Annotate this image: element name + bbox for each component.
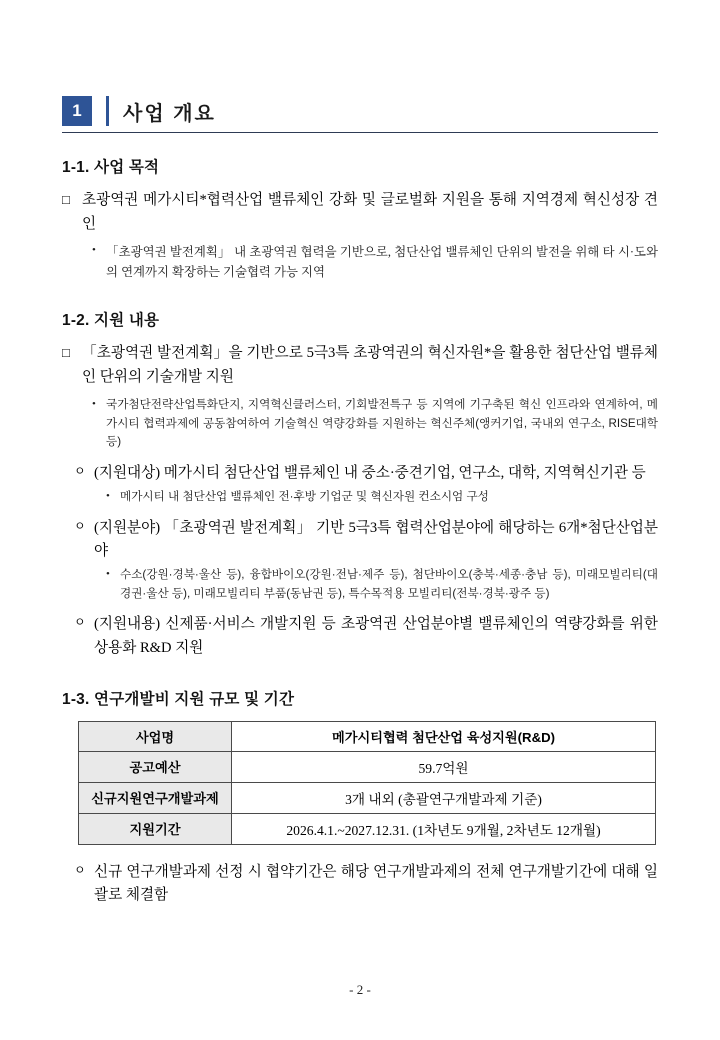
table-row bbox=[79, 751, 656, 782]
circle-marker: ㅇ bbox=[74, 862, 86, 877]
table-row-value: 메가시티협력 첨단산업 육성지원(R&D) bbox=[232, 721, 656, 751]
table-row-value: 3개 내외 (총괄연구개발과제 기준) bbox=[232, 782, 656, 813]
table-row bbox=[79, 721, 656, 751]
section-heading-support-content: 1-2. 지원 내용 bbox=[62, 312, 160, 330]
table-row bbox=[79, 782, 656, 813]
bullet-square bbox=[62, 189, 658, 236]
bullet-text: (지원내용) 신제품·서비스 개발지원 등 초광역권 산업분야별 밸류체인의 역량강화를 위한 상용화 R&D 지원 bbox=[94, 616, 658, 656]
square-marker: □ bbox=[62, 345, 70, 361]
bullet-text: 신규 연구개발과제 선정 시 협약기간은 해당 연구개발과제의 전체 연구개발기간에 대해 일괄로 체결함 bbox=[94, 863, 658, 904]
table-row-header: 공고예산 bbox=[79, 751, 232, 782]
bullet-text: (지원대상) 메가시티 첨단산업 밸류체인 내 중소·중견기업, 연구소, 대학, 지역혁신기관 등 bbox=[94, 465, 646, 482]
table-row-header: 지원기간 bbox=[79, 813, 232, 844]
chapter-number: 1 bbox=[62, 96, 92, 126]
section-heading-purpose: 1-1. 사업 목적 bbox=[62, 159, 160, 176]
chapter-rule bbox=[62, 132, 658, 133]
bullet-square bbox=[62, 342, 658, 389]
chapter-title: 사업 개요 bbox=[123, 102, 216, 125]
bullet-text: 「초광역권 발전계획」을 기반으로 5극3특 초광역권의 혁신자원*을 활용한 첨단산업 밸류체인 단위의 기술개발 지원 bbox=[82, 345, 658, 386]
sub-bullet-text: 국가첨단전략산업특화단지, 지역혁신클러스터, 기회발전특구 등 지역에 기구축된 혁신 인프라와 연계하여, 메가시티 협력과제에 공동참여하여 기술혁신 역량강화를 지원하는 혁신주체(앵커기업, 국내외 연구소, RISE대학 등) bbox=[106, 397, 658, 449]
section-heading-budget-period: 1-3. 연구개발비 지원 규모 및 기간 bbox=[62, 690, 295, 708]
chapter-header bbox=[62, 96, 658, 126]
circle-marker: ㅇ bbox=[74, 464, 86, 479]
bullet-circle bbox=[62, 861, 658, 908]
bullet-circle bbox=[62, 462, 658, 486]
dot-marker: • bbox=[92, 397, 96, 410]
table-row-header: 신규지원연구개발과제 bbox=[79, 782, 232, 813]
sub-bullet-text: 「초광역권 발전계획」 내 초광역권 협력을 기반으로, 첨단산업 밸류체인 단위의 발전을 위해 타 시·도와의 연계까지 확장하는 기술협력 가능 지역 bbox=[106, 245, 658, 280]
bullet-text: (지원분야) 「초광역권 발전계획」 기반 5극3특 협력산업분야에 해당하는 6개*첨단산업분야 bbox=[94, 519, 658, 560]
circle-marker: ㅇ bbox=[74, 615, 86, 630]
table-row-value: 2026.4.1.~2027.12.31. (1차년도 9개월, 2차년도 12개월) bbox=[232, 813, 656, 844]
sub-bullet-text: 수소(강원·경북·울산 등), 융합바이오(강원·전남·제주 등), 첨단바이오(충북·세종·충남 등), 미래모빌리티(대경권·울산 등), 미래모빌리티 부품(동남권 등), 특수목적용 모빌리티(전북·경북·광주 등) bbox=[120, 567, 658, 600]
bullet-text: 초광역권 메가시티*협력산업 밸류체인 강화 및 글로벌화 지원을 통해 지역경제 혁신성장 견인 bbox=[82, 192, 658, 232]
bullet-circle bbox=[62, 613, 658, 660]
budget-table bbox=[78, 721, 656, 845]
circle-marker: ㅇ bbox=[74, 518, 86, 533]
page-footer: - 2 - bbox=[349, 982, 371, 997]
dot-marker: • bbox=[106, 567, 110, 580]
sub-bullet-dot bbox=[62, 566, 658, 604]
sub-bullet-dot bbox=[62, 396, 658, 452]
table-row-header: 사업명 bbox=[79, 721, 232, 751]
sub-bullet-dot bbox=[62, 242, 658, 282]
square-marker: □ bbox=[62, 192, 70, 207]
dot-marker: • bbox=[106, 489, 110, 502]
sub-bullet-text: 메가시티 내 첨단산업 밸류체인 전·후방 기업군 및 혁신자원 컨소시엄 구성 bbox=[120, 489, 489, 503]
table-row bbox=[79, 813, 656, 844]
table-row-value: 59.7억원 bbox=[232, 751, 656, 782]
dot-marker: • bbox=[92, 244, 96, 257]
sub-bullet-dot bbox=[62, 488, 658, 507]
bullet-circle bbox=[62, 517, 658, 564]
